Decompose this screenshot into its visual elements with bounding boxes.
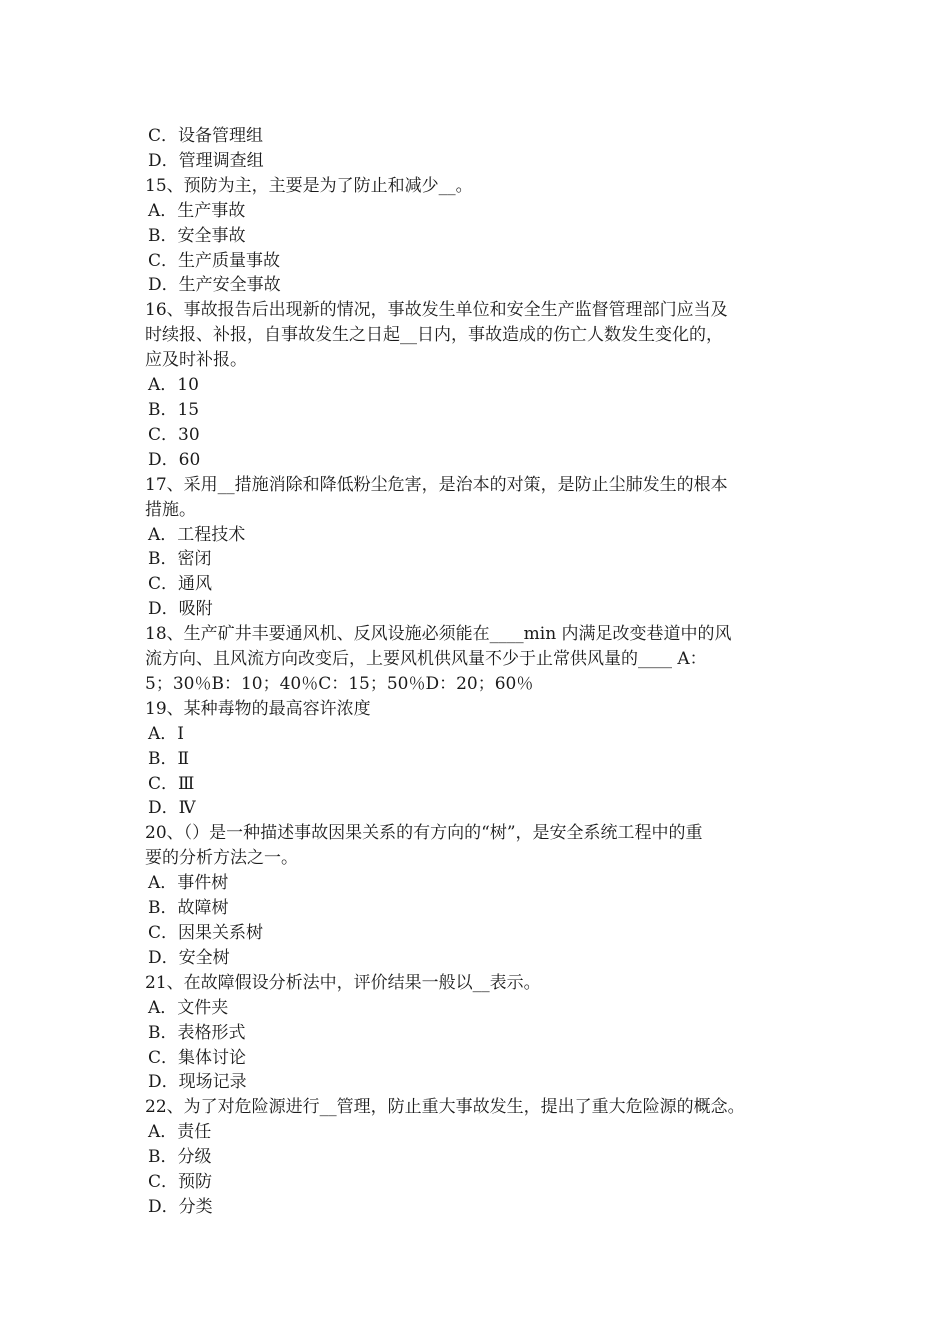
question-text-line: 时续报、补报，自事故发生之日起__日内，事故造成的伤亡人数发生变化的， (145, 325, 723, 346)
question-text-line: 20、（）是一种描述事故因果关系的有方向的“树”，是安全系统工程中的重 (145, 823, 703, 844)
question-text-line: 18、生产矿井丰要通风机、反风设施必须能在____min 内满足改变巷道中的风 (145, 624, 732, 645)
answer-option-line: C．通风 (148, 574, 213, 595)
answer-option-line: A．生产事故 (148, 200, 246, 221)
answer-option-line: D．分类 (148, 1196, 213, 1217)
answer-option-line: C．30 (148, 424, 200, 445)
answer-option-line: D．安全树 (148, 947, 230, 968)
question-text-line: 17、采用__措施消除和降低粉尘危害，是治本的对策，是防止尘肺发生的根本 (145, 474, 728, 495)
answer-option-line: D．吸附 (148, 599, 213, 620)
answer-option-line: B．分级 (148, 1147, 212, 1168)
question-text-line: 21、在故障假设分析法中，评价结果一般以__表示。 (145, 972, 541, 993)
answer-option-line: A．文件夹 (148, 997, 229, 1018)
answer-option-line: D．生产安全事故 (148, 275, 281, 296)
answer-option-line: C．生产质量事故 (148, 250, 281, 271)
answer-option-line: B．Ⅱ (148, 748, 190, 769)
answer-option-line: A．工程技术 (148, 524, 246, 545)
answer-option-line: A．Ⅰ (148, 723, 184, 744)
answer-option-line: D．现场记录 (148, 1072, 247, 1093)
document-page (145, 124, 815, 1220)
question-text-line: 19、某种毒物的最高容许浓度 (145, 698, 371, 719)
question-text-line: 流方向、且风流方向改变后，上要风机供风量不少于止常供风量的____ A： (145, 649, 707, 670)
question-text-line: 措施。 (145, 499, 196, 520)
answer-option-line: C．设备管理组 (148, 126, 264, 146)
question-text-line: 应及时补报。 (145, 350, 247, 371)
answer-option-line: A．10 (148, 375, 199, 396)
answer-option-line: C．集体讨论 (148, 1047, 247, 1068)
question-text-line: 5；30％B：10；40％C：15；50％D：20；60％ (145, 673, 534, 694)
answer-option-line: B．安全事故 (148, 225, 246, 246)
answer-option-line: C．因果关系树 (148, 923, 264, 943)
answer-option-line: D．Ⅳ (148, 798, 196, 819)
answer-option-line: A．责任 (148, 1122, 212, 1143)
answer-option-line: D．管理调查组 (148, 150, 264, 171)
question-text-line: 22、为了对危险源进行__管理，防止重大事故发生，提出了重大危险源的概念。 (145, 1097, 745, 1118)
answer-option-line: A．事件树 (148, 873, 229, 894)
question-text-line: 要的分析方法之一。 (145, 848, 298, 869)
answer-option-line: B．密闭 (148, 549, 212, 570)
answer-option-line: D．60 (148, 449, 201, 470)
question-text-line: 16、事故报告后出现新的情况，事故发生单位和安全生产监督管理部门应当及 (145, 300, 728, 321)
answer-option-line: B．15 (148, 399, 200, 420)
answer-option-line: C．Ⅲ (148, 773, 195, 794)
answer-option-line: B．故障树 (148, 898, 229, 919)
question-text-line: 15、预防为主，主要是为了防止和减少__。 (145, 175, 473, 196)
answer-option-line: B．表格形式 (148, 1022, 246, 1043)
answer-option-line: C．预防 (148, 1172, 213, 1193)
